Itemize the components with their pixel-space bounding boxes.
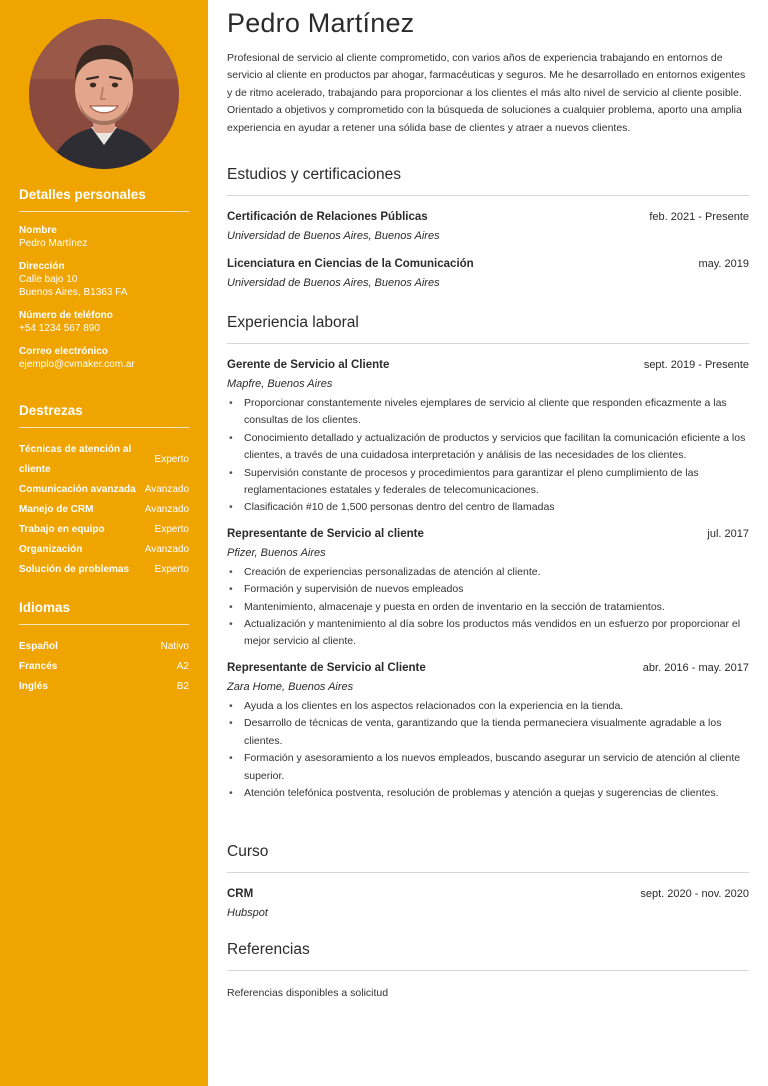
course-title: Curso xyxy=(227,843,749,873)
language-level: A2 xyxy=(176,661,189,672)
skill-name: Trabajo en equipo xyxy=(19,524,105,535)
skill-name: Manejo de CRM xyxy=(19,504,94,515)
references-section xyxy=(227,941,749,999)
skill-row xyxy=(19,480,189,500)
entry-date: may. 2019 xyxy=(698,258,749,270)
bullet-item: • Supervisión constante de procesos y procedimientos para garantizar el pleno cumplimiento de las reglamentaciones estatales y federales de telecomunicaciones. xyxy=(227,465,749,500)
detail-phone xyxy=(19,309,189,335)
personal-details-title: Detalles personales xyxy=(19,187,189,212)
detail-label: Dirección xyxy=(19,261,65,272)
skill-row xyxy=(19,440,189,480)
entry-place: Pfizer, Buenos Aires xyxy=(227,546,326,559)
experience-title: Experiencia laboral xyxy=(227,314,749,344)
experience-section xyxy=(227,314,749,812)
languages-section xyxy=(19,600,189,697)
skill-level: Experto xyxy=(154,454,189,465)
detail-value: Buenos Aires, B1363 FA xyxy=(19,287,128,298)
bullet-list xyxy=(227,698,749,802)
bullet-list xyxy=(227,564,749,651)
bullet-item: • Mantenimiento, almacenaje y puesta en orden de inventario en la sección de tratamientos. xyxy=(227,599,749,616)
entry-title: Representante de Servicio al Cliente xyxy=(227,661,426,674)
skill-level: Experto xyxy=(154,524,189,535)
skill-level: Experto xyxy=(154,564,189,575)
education-entry xyxy=(227,210,749,244)
profile-photo xyxy=(29,19,179,169)
language-level: Nativo xyxy=(160,641,189,652)
course-section xyxy=(227,843,749,934)
bullet-item: • Clasificación #10 de 1,500 personas dentro del centro de llamadas xyxy=(227,499,749,516)
skill-name: Técnicas de atención al cliente xyxy=(19,444,132,475)
skill-name: Organización xyxy=(19,544,83,555)
detail-address xyxy=(19,260,189,299)
language-name: Francés xyxy=(19,661,58,672)
entry-title: CRM xyxy=(227,888,254,900)
bullet-item: • Creación de experiencias personalizadas de atención al cliente. xyxy=(227,564,749,581)
entry-place: Mapfre, Buenos Aires xyxy=(227,378,333,390)
entry-date: jul. 2017 xyxy=(707,527,749,540)
bullet-item: • Ayuda a los clientes en los aspectos relacionados con la experiencia en la tienda. xyxy=(227,698,749,715)
skill-row xyxy=(19,560,189,580)
education-entry xyxy=(227,257,749,291)
detail-email xyxy=(19,345,189,371)
bullet-item: • Actualización y mantenimiento al día sobre los productos más vendidos en un esfuerzo por proporcionar el mejor servicio al cliente. xyxy=(227,616,749,651)
detail-value: Pedro Martínez xyxy=(19,238,88,249)
detail-value: Calle bajo 10 xyxy=(19,274,78,285)
course-entry xyxy=(227,887,749,921)
bullet-item: • Formación y supervisión de nuevos empleados xyxy=(227,581,749,598)
experience-entry xyxy=(227,358,749,517)
personal-details-section xyxy=(19,187,189,381)
experience-entry xyxy=(227,661,749,802)
skill-name: Solución de problemas xyxy=(19,564,130,575)
bullet-list xyxy=(227,395,749,517)
skill-name: Comunicación avanzada xyxy=(19,484,136,495)
language-name: Inglés xyxy=(19,681,48,692)
skill-row xyxy=(19,520,189,540)
skill-level: Avanzado xyxy=(144,504,189,515)
entry-title: Licenciatura en Ciencias de la Comunicación xyxy=(227,258,474,270)
entry-title: Gerente de Servicio al Cliente xyxy=(227,359,390,371)
entry-date: feb. 2021 - Presente xyxy=(649,211,749,223)
skill-row xyxy=(19,500,189,520)
skills-section xyxy=(19,403,189,580)
education-section xyxy=(227,166,749,304)
skill-level: Avanzado xyxy=(144,484,189,495)
education-title: Estudios y certificaciones xyxy=(227,166,749,196)
skills-title: Destrezas xyxy=(19,403,189,428)
avatar xyxy=(29,19,179,169)
entry-title: Certificación de Relaciones Públicas xyxy=(227,211,428,223)
entry-place: Hubspot xyxy=(227,907,268,919)
detail-value: +54 1234 567 890 xyxy=(19,323,100,334)
entry-date: sept. 2019 - Presente xyxy=(643,359,749,371)
detail-label: Nombre xyxy=(19,225,57,236)
experience-entry xyxy=(227,527,749,651)
bullet-item: • Conocimiento detallado y actualización de productos y servicios que facilitan la comunicación eficiente a los clientes, a través de una cuidadosa interpretación y análisis de las necesidades de los clientes. xyxy=(227,430,749,465)
references-text: Referencias disponibles a solicitud xyxy=(227,987,389,999)
candidate-name: Pedro Martínez xyxy=(227,8,415,38)
sidebar xyxy=(0,0,208,1086)
languages-title: Idiomas xyxy=(19,600,189,625)
bullet-item: • Desarrollo de técnicas de venta, garantizando que la tienda permaneciera visualmente agradable a los clientes. xyxy=(227,715,749,750)
detail-name xyxy=(19,224,189,250)
skill-row xyxy=(19,540,189,560)
language-level: B2 xyxy=(176,681,189,692)
bullet-item: • Atención telefónica postventa, resolución de problemas y atención a quejas y sugerencias de clientes. xyxy=(227,785,749,802)
references-title: Referencias xyxy=(227,941,749,971)
bullet-item: • Formación y asesoramiento a los nuevos empleados, buscando asegurar un servicio de atención al cliente superior. xyxy=(227,750,749,785)
detail-value: ejemplo@cvmaker.com.ar xyxy=(19,359,135,370)
detail-label: Número de teléfono xyxy=(19,310,113,321)
entry-place: Universidad de Buenos Aires, Buenos Aires xyxy=(227,230,440,242)
entry-place: Zara Home, Buenos Aires xyxy=(227,680,354,693)
language-row xyxy=(19,657,189,677)
skill-level: Avanzado xyxy=(144,544,189,555)
language-name: Español xyxy=(19,641,58,652)
profile-summary: Profesional de servicio al cliente comprometido, con varios años de experiencia trabajando en entornos de servicio al cliente en productos par ahogar, farmacéuticas y seguros. Me he desarrollado en entornos exigentes y de ritmo acelerado, trabajando para proporcionar a los clientes el más alto nivel de servicio al cliente posible. Orientado a objetivos y comprometido con la búsqueda de soluciones a cualquier problema, aporto una amplia experiencia en ayudar a retener una sólida base de clientes y atraer a nuevos clientes. xyxy=(227,52,746,134)
language-row xyxy=(19,677,189,697)
entry-date: sept. 2020 - nov. 2020 xyxy=(640,888,749,900)
detail-label: Correo electrónico xyxy=(19,346,108,357)
language-row xyxy=(19,637,189,657)
entry-date: abr. 2016 - may. 2017 xyxy=(642,661,749,674)
entry-place: Universidad de Buenos Aires, Buenos Aires xyxy=(227,277,440,289)
entry-title: Representante de Servicio al cliente xyxy=(227,527,424,540)
bullet-item: • Proporcionar constantemente niveles ejemplares de servicio al cliente que responden eficazmente a las consultas de los clientes. xyxy=(227,395,749,430)
